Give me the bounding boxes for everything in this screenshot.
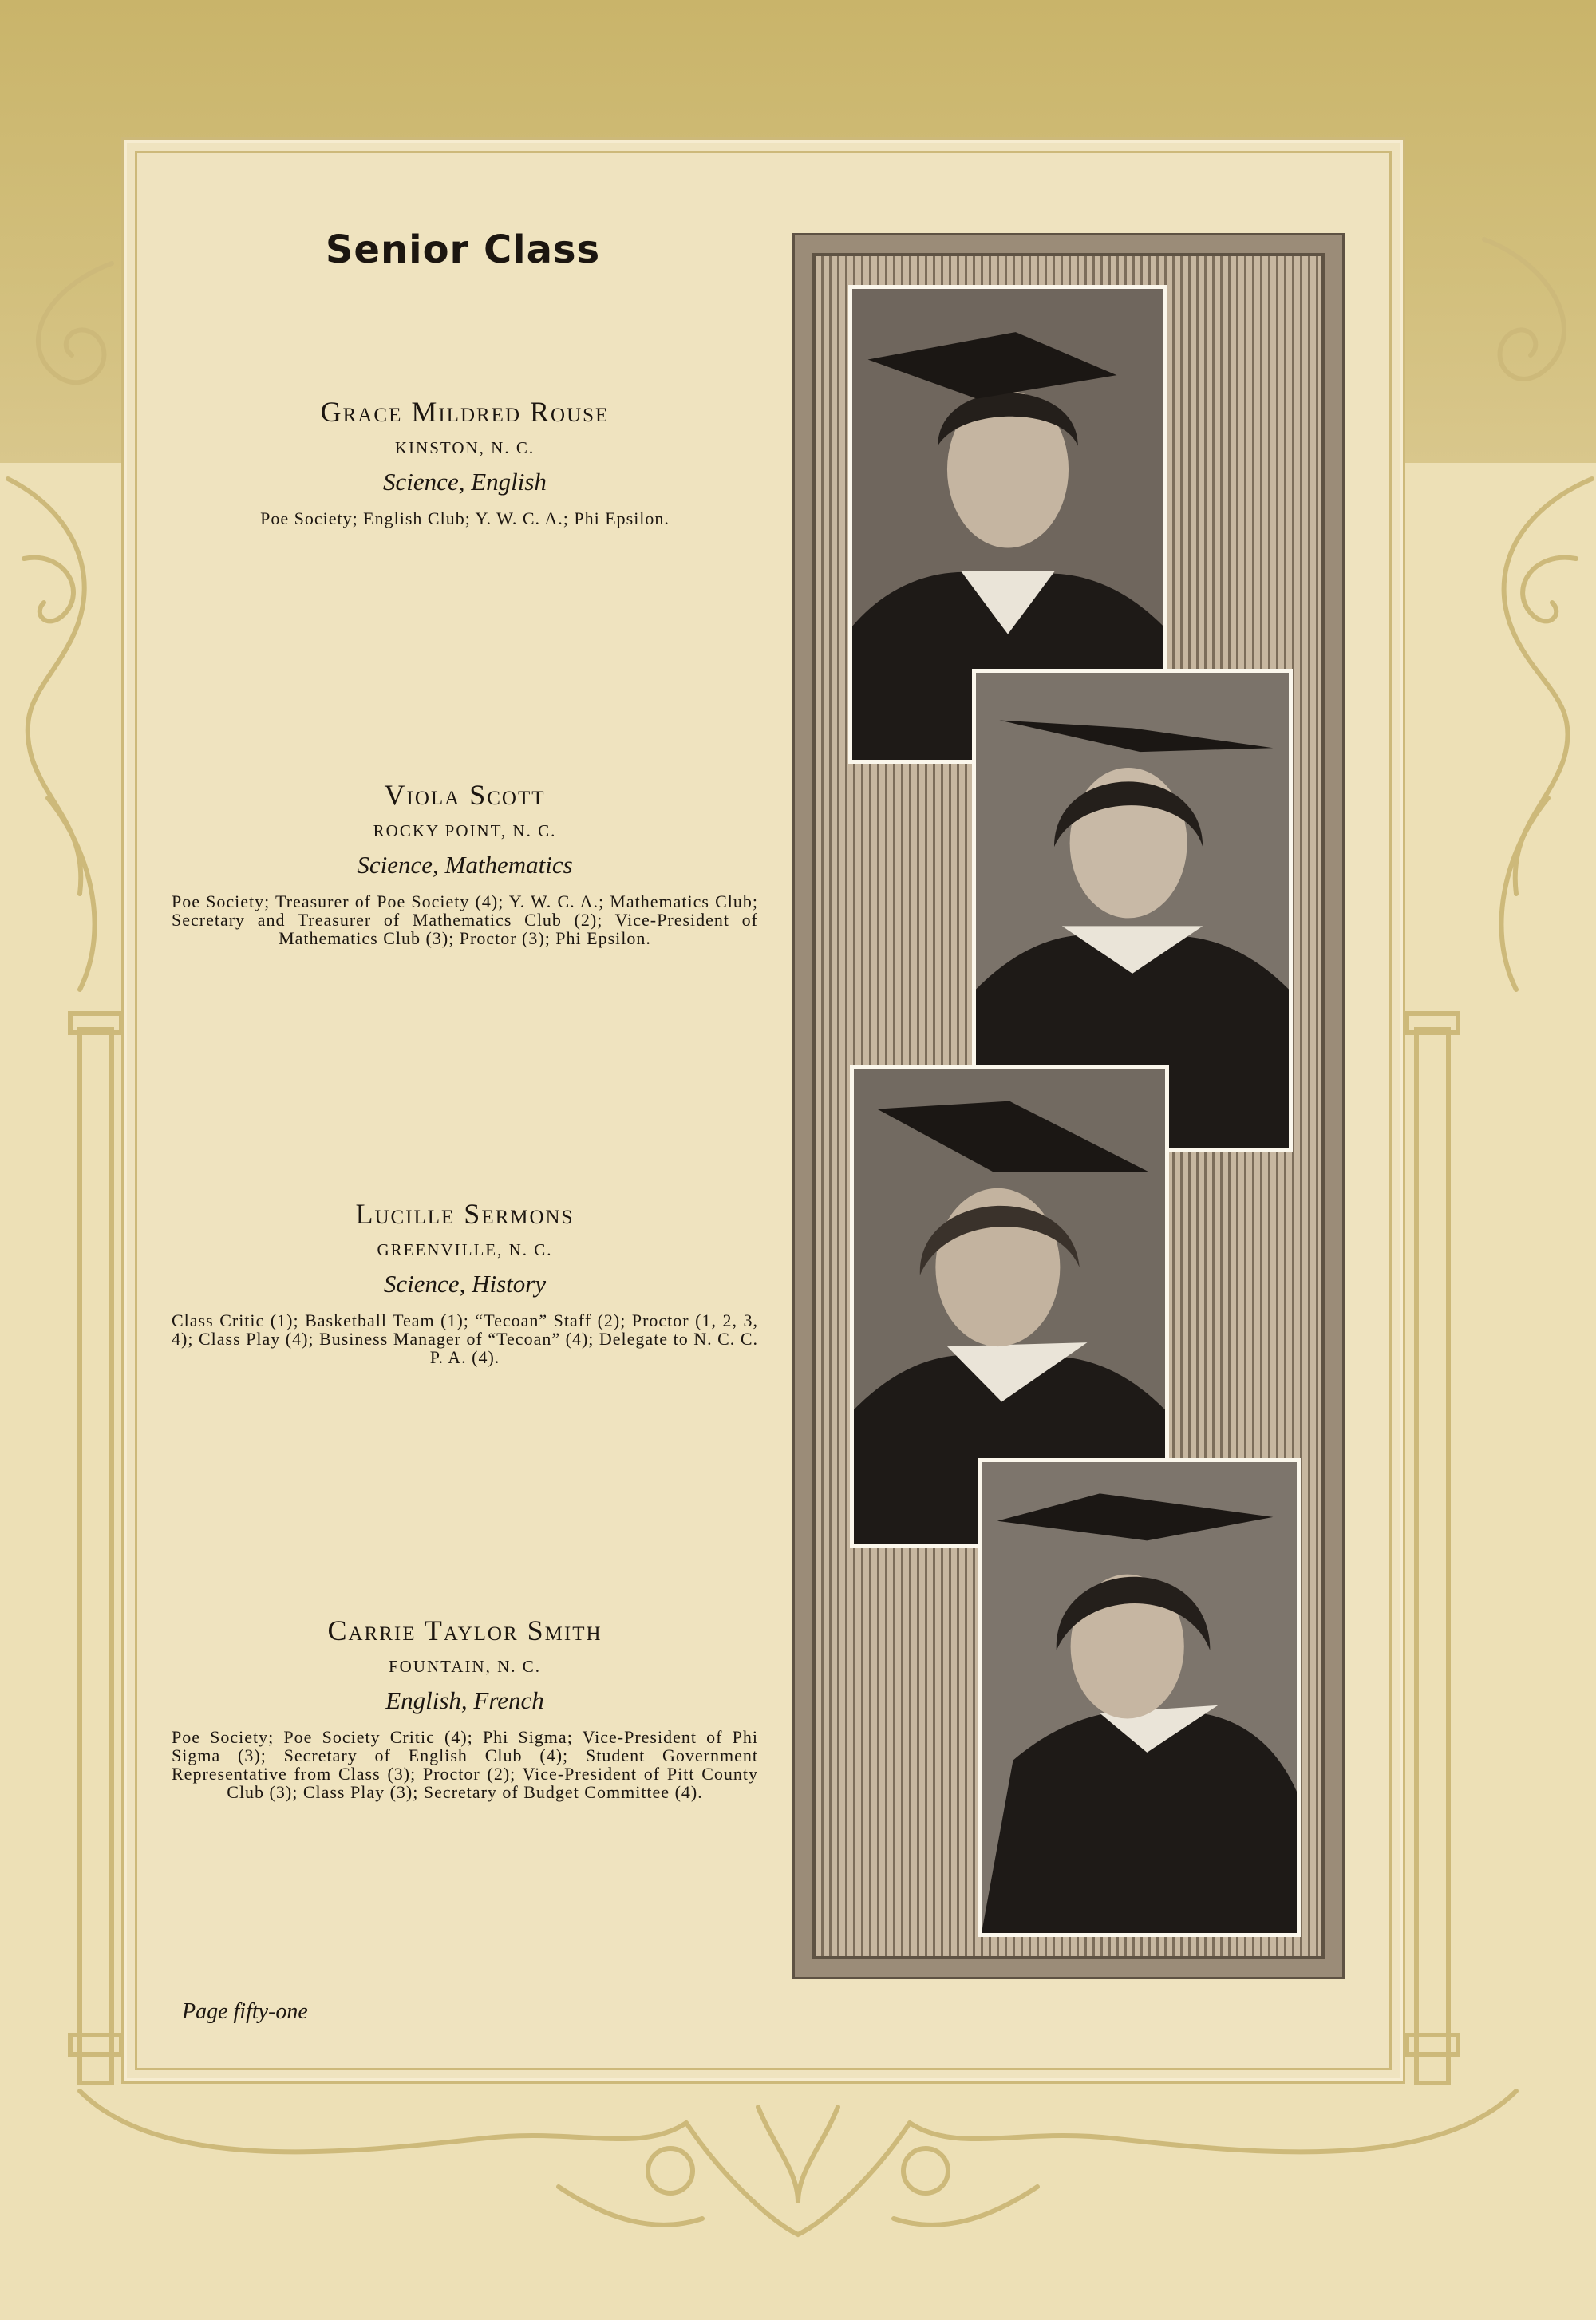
senior-subjects: English, French — [385, 1686, 544, 1714]
portrait-photo-smith — [978, 1458, 1301, 1937]
senior-name: Grace Mildred Rouse — [320, 396, 610, 428]
page-number: Page fifty-one — [182, 1999, 308, 2024]
senior-activities: Poe Society; Treasurer of Poe Society (4); Y. W. C. A.; Mathematics Club; Secretary and Treasurer of Mathematics Club (2); Vice-President of Mathematics Club (3); Proctor (3); Phi Epsilon. — [172, 891, 758, 948]
senior-activities: Poe Society; Poe Society Critic (4); Phi Sigma; Vice-President of Phi Sigma (3); Secretary of English Club (4); Student Government Representative from Class (3); Proctor (2); Vice-President of Pitt County Club (3); Class Play (3); Secretary of Budget Committee (4). — [172, 1727, 758, 1802]
senior-subjects: Science, English — [383, 468, 547, 496]
senior-name: Carrie Taylor Smith — [327, 1615, 602, 1646]
senior-entry-smith — [172, 1614, 758, 1801]
senior-entry-scott — [172, 778, 758, 947]
senior-name: Viola Scott — [384, 779, 546, 811]
senior-hometown: KINSTON, N. C. — [394, 438, 535, 457]
senior-activities: Poe Society; English Club; Y. W. C. A.; Phi Epsilon. — [260, 508, 670, 528]
senior-activities: Class Critic (1); Basketball Team (1); “Tecoan” Staff (2); Proctor (1, 2, 3, 4); Class Play (4); Business Manager of “Tecoan” (4); Delegate to N. C. C. P. A. (4). — [172, 1310, 758, 1367]
senior-hometown: GREENVILLE, N. C. — [377, 1240, 553, 1259]
senior-hometown: ROCKY POINT, N. C. — [373, 821, 557, 840]
senior-subjects: Science, History — [383, 1270, 547, 1298]
page-title: Senior Class — [325, 227, 601, 272]
senior-name: Lucille Sermons — [355, 1198, 575, 1230]
senior-entry-sermons — [172, 1197, 758, 1366]
senior-subjects: Science, Mathematics — [357, 851, 573, 879]
senior-entry-rouse — [172, 395, 758, 528]
senior-hometown: FOUNTAIN, N. C. — [388, 1657, 542, 1676]
